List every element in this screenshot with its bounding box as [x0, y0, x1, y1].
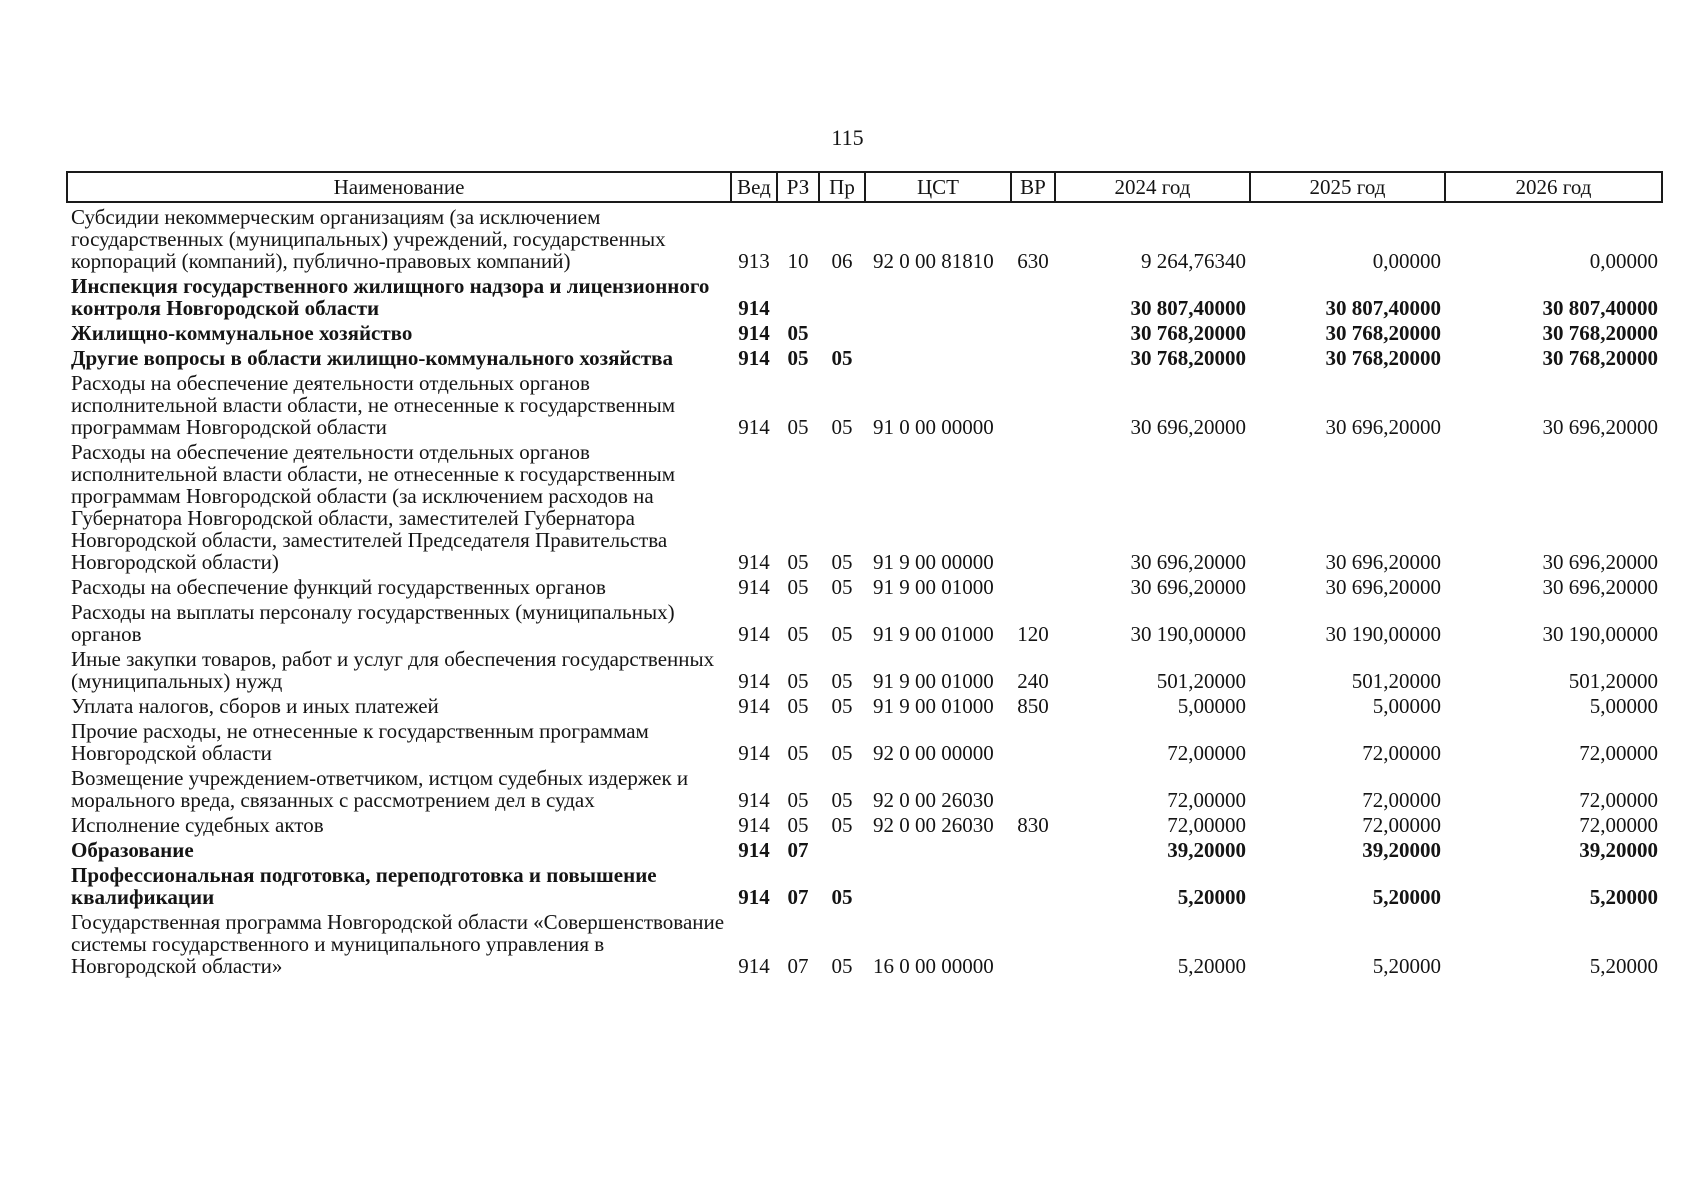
row-pr: 05 — [831, 885, 853, 909]
row-rz — [777, 272, 819, 319]
table-row — [67, 598, 1662, 645]
header-name: Наименование — [67, 172, 731, 202]
row-amount-2026: 30 768,20000 — [1542, 321, 1658, 345]
row-cst: 91 0 00 00000 — [873, 415, 994, 439]
table-row — [67, 573, 1662, 598]
row-pr: 05 — [831, 741, 853, 765]
row-name: Уплата налогов, сборов и иных платежей — [71, 694, 439, 718]
row-pr: 05 — [831, 415, 853, 439]
row-amount-2025: 30 190,00000 — [1325, 622, 1441, 646]
row-amount-2024: 501,20000 — [1156, 669, 1246, 693]
table-body — [67, 202, 1662, 977]
row-vr — [1011, 764, 1055, 811]
row-amount-2025: 30 696,20000 — [1325, 575, 1441, 599]
row-cst: 92 0 00 00000 — [873, 741, 994, 765]
header-ved: Вед — [731, 172, 777, 202]
row-ved: 914 — [738, 321, 770, 345]
row-cst: 91 9 00 00000 — [873, 550, 994, 574]
row-amount-2026: 30 807,40000 — [1542, 296, 1658, 320]
row-rz: 05 — [787, 575, 809, 599]
table-row — [67, 861, 1662, 908]
row-cst: 91 9 00 01000 — [873, 575, 994, 599]
row-name: Возмещение учреждением-ответчиком, истцом судебных издержек и морального вреда, связанных с рассмотрением дел в судах — [71, 766, 689, 812]
row-ved: 914 — [738, 788, 770, 812]
row-rz: 05 — [787, 415, 809, 439]
row-pr: 05 — [831, 954, 853, 978]
row-amount-2026: 39,20000 — [1579, 838, 1658, 862]
row-ved: 914 — [738, 813, 770, 837]
row-amount-2025: 72,00000 — [1362, 788, 1441, 812]
row-amount-2026: 30 696,20000 — [1542, 575, 1658, 599]
row-cst — [865, 344, 1011, 369]
row-amount-2024: 30 807,40000 — [1130, 296, 1246, 320]
row-vr — [1011, 836, 1055, 861]
budget-table — [66, 171, 1663, 977]
row-vr — [1011, 861, 1055, 908]
row-pr: 05 — [831, 694, 853, 718]
row-amount-2024: 30 696,20000 — [1130, 415, 1246, 439]
row-name: Другие вопросы в области жилищно-коммунального хозяйства — [71, 346, 674, 370]
row-cst — [865, 272, 1011, 319]
row-amount-2026: 72,00000 — [1579, 813, 1658, 837]
row-ved: 914 — [738, 622, 770, 646]
row-vr — [1011, 438, 1055, 573]
row-amount-2024: 72,00000 — [1167, 741, 1246, 765]
row-amount-2024: 30 696,20000 — [1130, 575, 1246, 599]
header-row — [67, 172, 1662, 202]
row-ved: 914 — [738, 296, 770, 320]
row-name: Прочие расходы, не отнесенные к государственным программам Новгородской области — [71, 719, 649, 765]
row-vr: 240 — [1017, 669, 1049, 693]
row-vr: 120 — [1017, 622, 1049, 646]
row-rz: 07 — [787, 885, 809, 909]
row-vr: 850 — [1017, 694, 1049, 718]
row-amount-2025: 501,20000 — [1351, 669, 1441, 693]
row-amount-2025: 30 696,20000 — [1325, 415, 1441, 439]
row-cst — [865, 319, 1011, 344]
row-amount-2024: 39,20000 — [1167, 838, 1246, 862]
row-rz: 10 — [787, 249, 809, 273]
row-vr — [1011, 272, 1055, 319]
row-vr: 830 — [1017, 813, 1049, 837]
table-row — [67, 319, 1662, 344]
row-rz: 07 — [787, 954, 809, 978]
row-rz: 05 — [787, 788, 809, 812]
row-amount-2026: 5,20000 — [1589, 954, 1658, 978]
row-vr — [1011, 319, 1055, 344]
table-row — [67, 202, 1662, 272]
row-pr: 05 — [831, 575, 853, 599]
row-rz: 05 — [787, 550, 809, 574]
row-pr: 05 — [831, 346, 853, 370]
row-rz: 05 — [787, 321, 809, 345]
row-amount-2026: 5,00000 — [1589, 694, 1658, 718]
row-name: Инспекция государственного жилищного надзора и лицензионного контроля Новгородской области — [71, 274, 710, 320]
row-ved: 914 — [738, 346, 770, 370]
row-rz: 05 — [787, 694, 809, 718]
row-pr: 06 — [831, 249, 853, 273]
row-rz: 05 — [787, 346, 809, 370]
table-row — [67, 836, 1662, 861]
row-amount-2026: 30 768,20000 — [1542, 346, 1658, 370]
row-amount-2024: 72,00000 — [1167, 788, 1246, 812]
row-ved: 914 — [738, 838, 770, 862]
row-amount-2024: 5,20000 — [1177, 885, 1246, 909]
row-amount-2026: 30 190,00000 — [1542, 622, 1658, 646]
row-cst — [865, 836, 1011, 861]
row-cst: 92 0 00 26030 — [873, 813, 994, 837]
row-cst: 91 9 00 01000 — [873, 694, 994, 718]
row-pr: 05 — [831, 622, 853, 646]
row-pr — [819, 319, 865, 344]
row-amount-2024: 30 696,20000 — [1130, 550, 1246, 574]
row-pr: 05 — [831, 813, 853, 837]
table-row — [67, 692, 1662, 717]
table-row — [67, 369, 1662, 438]
header-rz: РЗ — [777, 172, 819, 202]
row-cst: 91 9 00 01000 — [873, 622, 994, 646]
row-amount-2024: 72,00000 — [1167, 813, 1246, 837]
row-pr: 05 — [831, 788, 853, 812]
row-amount-2024: 30 768,20000 — [1130, 346, 1246, 370]
header-cst: ЦСТ — [865, 172, 1011, 202]
row-name: Расходы на обеспечение деятельности отдельных органов исполнительной власти области, не отнесенные к государственным программам Новгородской области — [71, 371, 676, 439]
row-amount-2026: 72,00000 — [1579, 741, 1658, 765]
row-amount-2025: 72,00000 — [1362, 813, 1441, 837]
row-rz: 05 — [787, 622, 809, 646]
table-row — [67, 344, 1662, 369]
row-pr — [819, 272, 865, 319]
row-ved: 914 — [738, 954, 770, 978]
row-amount-2026: 501,20000 — [1568, 669, 1658, 693]
row-amount-2025: 30 807,40000 — [1325, 296, 1441, 320]
row-vr — [1011, 573, 1055, 598]
table-row — [67, 811, 1662, 836]
row-ved: 914 — [738, 885, 770, 909]
row-ved: 914 — [738, 669, 770, 693]
row-pr: 05 — [831, 550, 853, 574]
header-vr: ВР — [1011, 172, 1055, 202]
row-vr — [1011, 908, 1055, 977]
table-row — [67, 717, 1662, 764]
row-amount-2025: 39,20000 — [1362, 838, 1441, 862]
row-name: Образование — [71, 838, 194, 862]
table-row — [67, 438, 1662, 573]
row-name: Расходы на обеспечение функций государственных органов — [71, 575, 606, 599]
row-ved: 914 — [738, 575, 770, 599]
row-rz: 05 — [787, 741, 809, 765]
row-ved: 914 — [738, 550, 770, 574]
row-amount-2025: 5,20000 — [1372, 954, 1441, 978]
row-name: Жилищно-коммунальное хозяйство — [71, 321, 413, 345]
table-row — [67, 272, 1662, 319]
row-name: Исполнение судебных актов — [71, 813, 324, 837]
row-name: Профессиональная подготовка, переподготовка и повышение квалификации — [71, 863, 657, 909]
row-amount-2025: 0,00000 — [1372, 249, 1441, 273]
header-pr: Пр — [819, 172, 865, 202]
row-amount-2024: 5,20000 — [1177, 954, 1246, 978]
row-amount-2026: 30 696,20000 — [1542, 415, 1658, 439]
row-amount-2026: 72,00000 — [1579, 788, 1658, 812]
row-rz: 05 — [787, 813, 809, 837]
row-name: Субсидии некоммерческим организациям (за исключением государственных (муниципальных) учреждений, государственных корпораций (компаний), публично-правовых компаний) — [71, 205, 666, 273]
row-vr — [1011, 369, 1055, 438]
row-vr — [1011, 717, 1055, 764]
row-amount-2025: 30 768,20000 — [1325, 321, 1441, 345]
row-amount-2024: 5,00000 — [1177, 694, 1246, 718]
row-amount-2024: 30 768,20000 — [1130, 321, 1246, 345]
row-ved: 914 — [738, 741, 770, 765]
row-name: Расходы на выплаты персоналу государственных (муниципальных) органов — [71, 600, 675, 646]
row-vr — [1011, 344, 1055, 369]
row-ved: 913 — [738, 249, 770, 273]
table-row — [67, 908, 1662, 977]
row-amount-2025: 5,20000 — [1372, 885, 1441, 909]
header-2026: 2026 год — [1445, 172, 1662, 202]
row-amount-2025: 30 696,20000 — [1325, 550, 1441, 574]
row-cst: 92 0 00 81810 — [873, 249, 994, 273]
row-amount-2024: 30 190,00000 — [1130, 622, 1246, 646]
row-cst: 92 0 00 26030 — [873, 788, 994, 812]
row-amount-2024: 9 264,76340 — [1141, 249, 1246, 273]
row-cst: 16 0 00 00000 — [873, 954, 994, 978]
row-name: Иные закупки товаров, работ и услуг для обеспечения государственных (муниципальных) нужд — [71, 647, 715, 693]
row-rz: 05 — [787, 669, 809, 693]
header-2024: 2024 год — [1055, 172, 1250, 202]
row-cst: 91 9 00 01000 — [873, 669, 994, 693]
row-amount-2025: 5,00000 — [1372, 694, 1441, 718]
row-name: Государственная программа Новгородской области «Совершенствование системы государственного и муниципального управления в Новгородской области» — [71, 910, 725, 978]
table-row — [67, 645, 1662, 692]
row-pr — [819, 836, 865, 861]
row-amount-2025: 30 768,20000 — [1325, 346, 1441, 370]
row-cst — [865, 861, 1011, 908]
row-amount-2026: 0,00000 — [1589, 249, 1658, 273]
table-row — [67, 764, 1662, 811]
row-vr: 630 — [1017, 249, 1049, 273]
row-amount-2026: 30 696,20000 — [1542, 550, 1658, 574]
row-name: Расходы на обеспечение деятельности отдельных органов исполнительной власти области, не отнесенные к государственным программам Новгородской области (за исключением расходов на Губернатора Новгородской области, заместителей Губернатора Новгородской области, заместителей Председателя Правительства Новгородской области) — [71, 440, 676, 574]
row-ved: 914 — [738, 415, 770, 439]
page-number: 115 — [831, 125, 864, 150]
header-2025: 2025 год — [1250, 172, 1445, 202]
row-rz: 07 — [787, 838, 809, 862]
row-pr: 05 — [831, 669, 853, 693]
row-amount-2026: 5,20000 — [1589, 885, 1658, 909]
row-amount-2025: 72,00000 — [1362, 741, 1441, 765]
row-ved: 914 — [738, 694, 770, 718]
